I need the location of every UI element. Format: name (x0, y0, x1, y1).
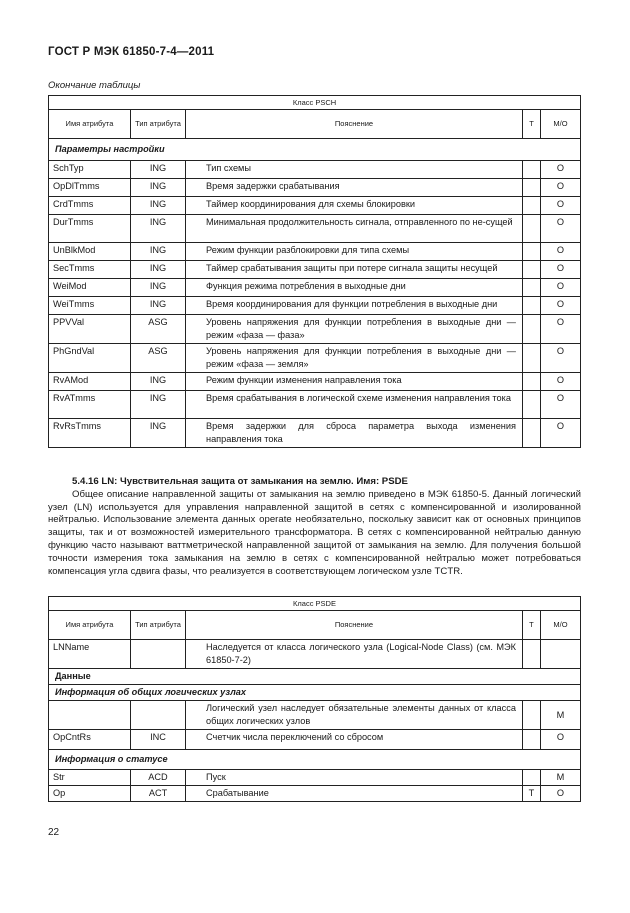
attr-t (523, 197, 541, 215)
psch-table (48, 95, 581, 448)
attr-name: RvRsTmms (49, 419, 131, 448)
attr-mo: O (541, 315, 581, 344)
table-row (49, 297, 581, 315)
attr-t (523, 261, 541, 279)
section-body: Общее описание направленной защиты от замыкания на землю приведено в МЭК 61850-5. Данный логический узел (LN) используется для управления направленной защитой в сетях с компенсированной и изолированной нейтралью. Использование элемента данных operate необязательно, поскольку зависит как от основных принципов защиты, так и от возможностей измерительного трансформатора. В сетях с компенсированной нейтралью данную функцию часто называют ваттметрической направленной защитой от замыкания на землю. Для получения большой точности измерения тока замыкания на землю в сетях с компенсированной нейтралью может потребоваться компенсация угла сдвига фазы, что реализуется в соответствующем логическом узле TCTR. (48, 488, 581, 577)
section-title: 5.4.16 LN: Чувствительная защита от замыкания на землю. Имя: PSDE (72, 476, 408, 487)
data-label-row: Данные (49, 669, 581, 685)
attr-type: ING (131, 179, 186, 197)
attr-name: OpCntRs (49, 730, 131, 750)
col-header-desc: Пояснение (186, 110, 523, 139)
attr-mo: O (540, 730, 580, 750)
page-number: 22 (48, 827, 60, 838)
attr-t (523, 391, 541, 419)
attr-mo: O (541, 297, 581, 315)
table-row (49, 315, 581, 344)
attr-mo: O (541, 161, 581, 179)
table-row (49, 640, 581, 669)
attr-name: UnBlkMod (49, 243, 131, 261)
attr-t: T (522, 786, 540, 802)
document-header: ГОСТ Р МЭК 61850-7-4—2011 (48, 46, 215, 58)
section-row: Параметры настройки (49, 139, 581, 161)
table-row (49, 261, 581, 279)
attr-mo: O (541, 197, 581, 215)
table-class-title: Класс PSDE (49, 597, 581, 611)
col-header-name: Имя атрибута (49, 110, 131, 139)
attr-name: RvAMod (49, 373, 131, 391)
attr-mo: O (541, 373, 581, 391)
attr-t (523, 297, 541, 315)
attr-desc: Время задержки для сброса параметра выхода изменения направления тока (186, 419, 523, 448)
attr-desc: Время срабатывания в логической схеме изменения направления тока (186, 391, 523, 419)
attr-name: OpDlTmms (49, 179, 131, 197)
table-row (49, 391, 581, 419)
attr-name: RvATmms (49, 391, 131, 419)
attr-type: ING (131, 161, 186, 179)
attr-t (523, 344, 541, 373)
attr-desc: Наследуется от класса логического узла (Logical-Node Class) (см. МЭК 61850-7-2) (186, 640, 523, 669)
table-row (49, 197, 581, 215)
attr-desc: Пуск (186, 770, 523, 786)
attr-type: ING (131, 243, 186, 261)
attr-type: ING (131, 391, 186, 419)
table-row (49, 243, 581, 261)
col-header-mo: M/O (540, 611, 580, 640)
attr-desc: Уровень напряжения для функции потребления в выходные дни — режим «фаза — земля» (186, 344, 523, 373)
table-row (49, 730, 581, 750)
attr-mo: O (541, 391, 581, 419)
attr-type: ING (131, 373, 186, 391)
attr-mo: M (540, 770, 580, 786)
table-row (49, 701, 581, 730)
attr-type: ACT (131, 786, 186, 802)
attr-type: ASG (131, 315, 186, 344)
attr-t (523, 161, 541, 179)
attr-t (523, 279, 541, 297)
col-header-desc: Пояснение (186, 611, 523, 640)
attr-mo: O (540, 786, 580, 802)
attr-mo: O (541, 419, 581, 448)
table-row (49, 161, 581, 179)
attr-type: ING (131, 279, 186, 297)
attr-desc: Таймер координирования для схемы блокировки (186, 197, 523, 215)
attr-name: DurTmms (49, 215, 131, 243)
attr-mo: O (541, 243, 581, 261)
section-text (48, 476, 581, 578)
attr-t (523, 315, 541, 344)
table-class-title: Класс PSCH (49, 96, 581, 110)
attr-name: SchTyp (49, 161, 131, 179)
col-header-t: T (523, 110, 541, 139)
table-row (49, 419, 581, 448)
attr-type: ING (131, 197, 186, 215)
table-row (49, 344, 581, 373)
attr-name: CrdTmms (49, 197, 131, 215)
col-header-t: T (522, 611, 540, 640)
status-rows (49, 770, 581, 802)
attr-t (523, 179, 541, 197)
section-row: Информация о статусе (49, 750, 581, 770)
psde-table (48, 596, 581, 802)
attr-t (523, 373, 541, 391)
attr-mo: O (541, 279, 581, 297)
attr-desc: Время координирования для функции потребления в выходные дни (186, 297, 523, 315)
attr-t (523, 419, 541, 448)
attr-desc: Тип схемы (186, 161, 523, 179)
table-row (49, 215, 581, 243)
attr-type: ING (131, 297, 186, 315)
attr-desc: Уровень напряжения для функции потребления в выходные дни — режим «фаза — фаза» (186, 315, 523, 344)
col-header-type: Тип атрибута (131, 611, 186, 640)
attr-mo: O (541, 344, 581, 373)
attr-desc: Минимальная продолжительность сигнала, отправленного по не-сущей (186, 215, 523, 243)
psch-rows (49, 161, 581, 448)
attr-desc: Режим функции разблокировки для типа схемы (186, 243, 523, 261)
table-row (49, 770, 581, 786)
attr-name: WeiMod (49, 279, 131, 297)
section-row: Информация об общих логических узлах (49, 685, 581, 701)
attr-mo: O (541, 261, 581, 279)
table-row (49, 786, 581, 802)
attr-desc: Логический узел наследует обязательные элементы данных от класса общих логических узлов (186, 701, 523, 730)
table-row (49, 179, 581, 197)
attr-t (523, 243, 541, 261)
attr-type: ING (131, 215, 186, 243)
attr-type: ACD (131, 770, 186, 786)
attr-name: Str (49, 770, 131, 786)
attr-desc: Режим функции изменения направления тока (186, 373, 523, 391)
col-header-mo: M/O (541, 110, 581, 139)
attr-mo: O (541, 179, 581, 197)
attr-type: ASG (131, 344, 186, 373)
table-row (49, 373, 581, 391)
attr-t (523, 215, 541, 243)
attr-mo: O (541, 215, 581, 243)
attr-name: WeiTmms (49, 297, 131, 315)
table-row (49, 279, 581, 297)
attr-mo: M (540, 701, 580, 730)
col-header-name: Имя атрибута (49, 611, 131, 640)
attr-desc: Таймер срабатывания защиты при потере сигнала защиты несущей (186, 261, 523, 279)
attr-desc: Функция режима потребления в выходные дни (186, 279, 523, 297)
attr-name: SecTmms (49, 261, 131, 279)
attr-name: Op (49, 786, 131, 802)
attr-desc: Счетчик числа переключений со сбросом (186, 730, 523, 750)
col-header-type: Тип атрибута (131, 110, 186, 139)
attr-desc: Время задержки срабатывания (186, 179, 523, 197)
attr-name: PhGndVal (49, 344, 131, 373)
table-caption: Окончание таблицы (48, 80, 141, 91)
attr-name: PPVVal (49, 315, 131, 344)
attr-name: LNName (49, 640, 131, 669)
attr-desc: Срабатывание (186, 786, 523, 802)
attr-t (522, 770, 540, 786)
attr-t (522, 730, 540, 750)
attr-type: ING (131, 419, 186, 448)
attr-type: ING (131, 261, 186, 279)
attr-type: INC (131, 730, 186, 750)
